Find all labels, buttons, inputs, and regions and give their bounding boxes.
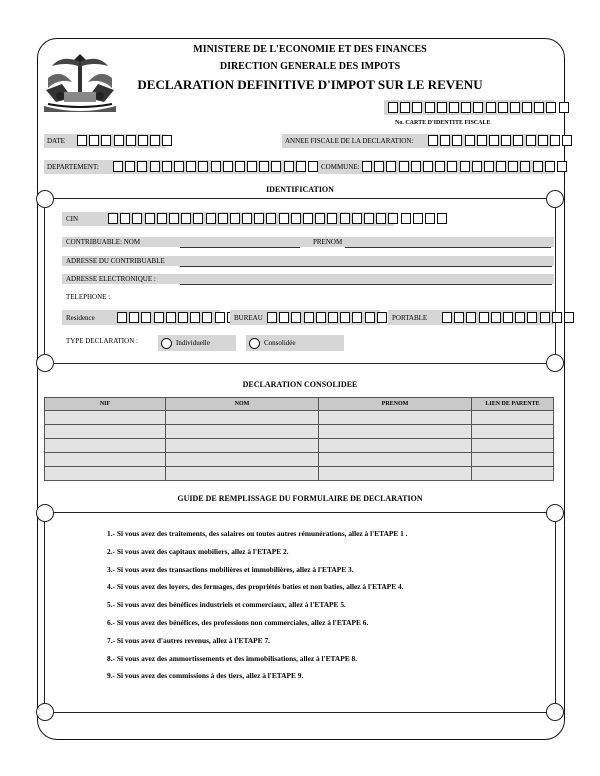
fiscal-id-boxes[interactable] — [388, 102, 571, 113]
department-label: DEPARTEMENT: — [47, 163, 99, 171]
panel-corner — [36, 190, 54, 208]
taxpayer-name-label: CONTRIBUABLE: NOM — [66, 238, 141, 246]
list-item: 4.- Si vous avez des loyers, des fermages, des propriétés baties et non baties, allez à l'ETAPE 4. — [107, 582, 404, 592]
list-item: 9.- Si vous avez des commissions à des tiers, allez à l'ETAPE 9. — [107, 671, 304, 681]
ministry-heading: MINISTERE DE L'ECONOMIE ET DES FINANCES — [193, 44, 427, 55]
panel-corner — [36, 703, 54, 721]
table-row[interactable] — [45, 439, 554, 453]
panel-corner — [546, 504, 564, 522]
email-label: ADRESSE ELECTRONIQUE : — [66, 275, 156, 283]
list-item: 7.- Si vous avez d'autres revenus, allez à l'ETAPE 7. — [107, 635, 271, 645]
guide-list — [107, 525, 408, 685]
individual-radio[interactable] — [161, 338, 172, 349]
panel-corner — [546, 354, 564, 372]
column-header-prenom: PRENOM — [319, 398, 472, 411]
list-item: 6.- Si vous avez des bénéfices, des professions non commerciales, allez à l'ETAPE 6. — [107, 617, 369, 627]
declaration-type-label: TYPE DECLARATION : — [66, 337, 138, 345]
panel-corner — [36, 354, 54, 372]
residence-phone-boxes[interactable] — [117, 312, 239, 323]
panel-corner — [546, 703, 564, 721]
consolidated-radio[interactable] — [249, 338, 260, 349]
cin-label: CIN — [66, 215, 79, 223]
list-item: 5.- Si vous avez des bénéfices industriels et commerciaux, allez à l'ETAPE 5. — [107, 600, 346, 610]
individual-label: Individuelle — [176, 339, 210, 347]
fiscal-year-label: ANNEE FISCALE DE LA DECLARATION: — [285, 137, 414, 145]
office-label: BUREAU — [234, 314, 263, 322]
column-header-lien: LIEN DE PARENTE — [472, 398, 554, 411]
table-row[interactable] — [45, 425, 554, 439]
date-boxes[interactable] — [77, 135, 175, 146]
guide-title: GUIDE DE REMPLISSAGE DU FORMULAIRE DE DECLARATION — [177, 494, 423, 503]
column-header-nif: NIF — [45, 398, 166, 411]
identification-title: IDENTIFICATION — [266, 185, 334, 194]
commune-boxes[interactable] — [362, 161, 569, 172]
mobile-label: PORTABLE — [392, 314, 428, 322]
residence-label: Residence — [66, 314, 95, 322]
office-phone-boxes[interactable] — [267, 312, 389, 323]
page-title: DECLARATION DEFINITIVE D'IMPOT SUR LE REVENU — [137, 77, 483, 92]
address-label: ADRESSE DU CONTRIBUABLE — [66, 257, 165, 265]
consolidated-table — [44, 397, 554, 481]
date-label: DATE — [47, 137, 65, 145]
table-row[interactable] — [45, 453, 554, 467]
department-boxes[interactable] — [113, 161, 345, 172]
panel-corner — [36, 504, 54, 522]
phone-label: TELEPHONE : — [66, 293, 111, 301]
first-name-label: PRENOM — [313, 238, 343, 246]
column-header-nom: NOM — [166, 398, 319, 411]
consolidated-label: Consolidée — [264, 339, 296, 347]
list-item: 8.- Si vous avez des ammortissements et des immobilisations, allez à l'ETAPE 8. — [107, 653, 358, 663]
panel-corner — [546, 190, 564, 208]
email-input[interactable] — [180, 284, 552, 285]
table-row[interactable] — [45, 411, 554, 425]
fiscal-id-label: No. CARTE D'IDENTITE FISCALE — [395, 120, 491, 126]
commune-label: COMMUNE: — [321, 163, 360, 171]
list-item: 1.- Si vous avez des traitements, des salaires ou toutes autres rémunérations, allez à l'ETAPE 1 . — [107, 529, 408, 538]
cin-boxes[interactable] — [108, 213, 449, 224]
list-item: 2.- Si vous avez des capitaux mobiliers, allez à l'ETAPE 2. — [107, 546, 289, 556]
table-row[interactable] — [45, 467, 554, 481]
mobile-phone-boxes[interactable] — [442, 312, 576, 323]
address-input[interactable] — [180, 266, 552, 267]
first-name-input[interactable] — [345, 247, 551, 248]
consolidated-title: DECLARATION CONSOLIDEE — [242, 380, 358, 389]
fiscal-year-boxes[interactable] — [428, 135, 574, 146]
haiti-coat-of-arms-icon — [42, 48, 118, 114]
direction-heading: DIRECTION GENERALE DES IMPOTS — [219, 61, 401, 72]
taxpayer-name-input[interactable] — [180, 247, 300, 248]
list-item: 3.- Si vous avez des transactions mobilières et immobilières, allez à l'ETAPE 3. — [107, 564, 354, 574]
